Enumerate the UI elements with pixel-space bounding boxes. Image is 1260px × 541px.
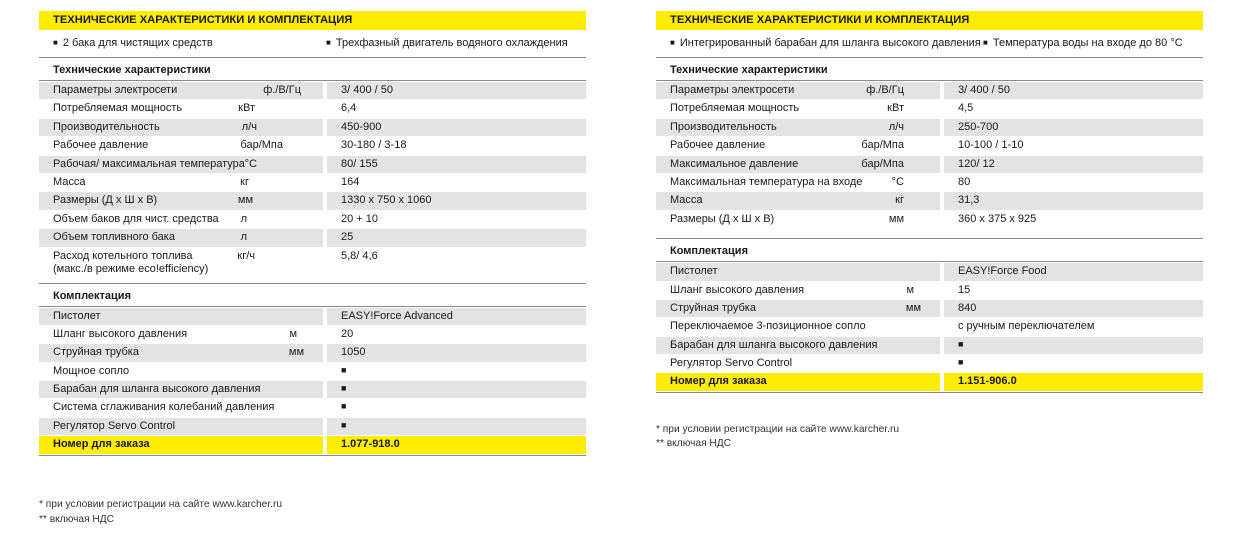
row-label: Максимальное давление bbox=[670, 157, 799, 170]
table-row bbox=[656, 263, 1203, 280]
row-value: 10-100 / 1-10 bbox=[958, 139, 1024, 152]
row-unit: м bbox=[906, 283, 914, 296]
row-label: Размеры (Д x Ш x В) bbox=[670, 212, 775, 225]
divider bbox=[39, 455, 586, 456]
row-value: 3/ 400 / 50 bbox=[958, 84, 1010, 96]
row-value: 360 x 375 x 925 bbox=[958, 212, 1037, 225]
row-value: EASY!Force Food bbox=[958, 265, 1047, 278]
row-label: Рабочее давление bbox=[670, 139, 766, 152]
row-unit: мм bbox=[237, 194, 253, 207]
row-unit: л/ч bbox=[888, 120, 904, 133]
row-unit: бар/Мпа bbox=[861, 157, 904, 170]
row-label: Пистолет bbox=[53, 309, 101, 322]
row-label: Барабан для шланга высокого давления bbox=[53, 383, 261, 396]
table-row bbox=[656, 119, 1203, 136]
table-row bbox=[39, 229, 586, 246]
included-icon: ■ bbox=[958, 338, 964, 349]
row-value: 15 bbox=[958, 283, 971, 296]
row-label: Струйная трубка bbox=[670, 301, 756, 314]
table-row bbox=[656, 192, 1203, 209]
right-feature-1: ■ Интегрированный барабан для шланга высокого давления bbox=[670, 37, 981, 49]
row-label: Параметры электросети bbox=[53, 84, 178, 96]
table-row bbox=[39, 248, 586, 276]
included-icon: ■ bbox=[341, 383, 347, 394]
left-feature-2: ■ Трехфазный двигатель водяного охлаждения bbox=[326, 37, 568, 49]
row-unit: °C bbox=[891, 175, 904, 188]
left-kit-title: Комплектация bbox=[39, 284, 586, 307]
row-value: 3/ 400 / 50 bbox=[341, 84, 393, 96]
left-spec-panel bbox=[39, 11, 586, 456]
row-label: Объем топливного бака bbox=[53, 231, 175, 244]
row-label: Струйная трубка bbox=[53, 346, 139, 359]
row-unit: бар/Мпа bbox=[861, 139, 904, 152]
included-icon: ■ bbox=[958, 357, 964, 368]
order-number-row bbox=[656, 373, 1203, 390]
row-label: Регулятор Servo Control bbox=[53, 419, 176, 432]
table-row bbox=[39, 192, 586, 209]
row-value: 840 bbox=[958, 301, 977, 314]
table-row bbox=[39, 399, 586, 416]
table-row bbox=[656, 337, 1203, 354]
row-label: Масса bbox=[670, 194, 703, 207]
row-unit: ф./В/Гц bbox=[263, 84, 301, 96]
row-value: 250-700 bbox=[958, 120, 999, 133]
row-label: Производительность bbox=[53, 120, 160, 133]
table-row bbox=[656, 100, 1203, 117]
table-row bbox=[656, 156, 1203, 173]
row-value: 1.077-918.0 bbox=[341, 438, 400, 451]
table-row bbox=[39, 344, 586, 361]
row-value: 80 bbox=[958, 175, 971, 188]
row-label: Масса bbox=[53, 175, 86, 188]
table-row bbox=[39, 100, 586, 117]
row-value: 450-900 bbox=[341, 120, 382, 133]
row-label: Мощное сопло bbox=[53, 364, 130, 377]
row-unit: кг bbox=[240, 175, 249, 188]
row-label: Шланг высокого давления bbox=[670, 283, 805, 296]
included-icon: ■ bbox=[341, 364, 347, 375]
table-row bbox=[39, 211, 586, 228]
row-label: Номер для заказа bbox=[670, 375, 767, 388]
row-unit: л/ч bbox=[241, 120, 257, 133]
row-unit: кг/ч bbox=[237, 249, 255, 262]
row-unit: л bbox=[240, 231, 247, 244]
row-unit: кг bbox=[895, 194, 904, 207]
row-label: Рабочая/ максимальная температура bbox=[53, 157, 245, 170]
right-header: ТЕХНИЧЕСКИЕ ХАРАКТЕРИСТИКИ И КОМПЛЕКТАЦИЯ bbox=[656, 11, 1203, 30]
row-value: 120/ 12 bbox=[958, 157, 995, 170]
right-kit-title: Комплектация bbox=[656, 239, 1203, 262]
right-footnote-2: ** включая НДС bbox=[656, 438, 732, 449]
row-unit: бар/Мпа bbox=[240, 139, 283, 152]
row-value: 30-180 / 3-18 bbox=[341, 139, 407, 152]
row-unit: мм bbox=[288, 346, 304, 359]
right-spec-panel bbox=[656, 11, 1203, 393]
row-value: 5,8/ 4,6 bbox=[341, 249, 378, 262]
left-features bbox=[39, 30, 586, 58]
row-value: с ручным переключателем bbox=[958, 320, 1095, 333]
row-label: Регулятор Servo Control bbox=[670, 357, 793, 370]
left-feature-1: ■ 2 бака для чистящих средств bbox=[53, 37, 213, 49]
table-row bbox=[39, 82, 586, 99]
left-footnote-2: ** включая НДС bbox=[39, 514, 115, 525]
divider bbox=[656, 392, 1203, 393]
row-label: Система сглаживания колебаний давления bbox=[53, 401, 275, 414]
row-label: Шланг высокого давления bbox=[53, 327, 188, 340]
row-value: 4,5 bbox=[958, 102, 974, 115]
right-feature-2: ■ Температура воды на входе до 80 °C bbox=[983, 37, 1183, 49]
row-value: 6,4 bbox=[341, 102, 357, 115]
row-label: Параметры электросети bbox=[670, 84, 795, 96]
right-features bbox=[656, 30, 1203, 58]
table-row bbox=[656, 211, 1203, 228]
right-tech-title: Технические характеристики bbox=[656, 58, 1203, 81]
table-row bbox=[39, 326, 586, 343]
row-unit: мм bbox=[905, 301, 921, 314]
table-row bbox=[39, 418, 586, 435]
table-row bbox=[656, 282, 1203, 299]
left-footnote-1: * при условии регистрации на сайте www.karcher.ru bbox=[39, 499, 283, 510]
table-row bbox=[39, 363, 586, 380]
row-unit: °C bbox=[244, 157, 257, 170]
row-label: Максимальная температура на входе bbox=[670, 175, 863, 188]
row-value: 25 bbox=[341, 231, 354, 244]
table-row bbox=[656, 300, 1203, 317]
table-row bbox=[39, 174, 586, 191]
table-row bbox=[656, 355, 1203, 372]
row-unit: кВт bbox=[238, 102, 255, 115]
row-unit: л bbox=[240, 212, 247, 225]
row-value: 80/ 155 bbox=[341, 157, 378, 170]
row-unit: кВт bbox=[887, 102, 904, 115]
row-label: Размеры (Д x Ш x В) bbox=[53, 194, 158, 207]
row-value: EASY!Force Advanced bbox=[341, 309, 453, 322]
table-row bbox=[656, 318, 1203, 335]
order-number-row bbox=[39, 436, 586, 453]
left-tech-title: Технические характеристики bbox=[39, 58, 586, 81]
row-unit: м bbox=[289, 327, 297, 340]
row-label: Расход котельного топлива (макс./в режиме eco!efficiency) bbox=[53, 249, 209, 275]
row-value: 20 + 10 bbox=[341, 212, 379, 225]
row-label: Объем баков для чист. средства bbox=[53, 212, 219, 225]
row-label: Барабан для шланга высокого давления bbox=[670, 338, 878, 351]
row-value: 164 bbox=[341, 175, 360, 188]
row-label: Рабочее давление bbox=[53, 139, 149, 152]
row-label: Потребляемая мощность bbox=[670, 102, 800, 115]
table-row bbox=[656, 137, 1203, 154]
left-header: ТЕХНИЧЕСКИЕ ХАРАКТЕРИСТИКИ И КОМПЛЕКТАЦИЯ bbox=[39, 11, 586, 30]
row-value: 31,3 bbox=[958, 194, 980, 207]
bullet-icon: ■ bbox=[670, 38, 675, 47]
row-label: Потребляемая мощность bbox=[53, 102, 183, 115]
row-label: Переключаемое 3-позиционное сопло bbox=[670, 320, 866, 333]
table-row bbox=[39, 119, 586, 136]
row-label: Пистолет bbox=[670, 265, 718, 278]
row-value: 1.151-906.0 bbox=[958, 375, 1017, 388]
bullet-icon: ■ bbox=[326, 38, 331, 47]
right-footnote-1: * при условии регистрации на сайте www.karcher.ru bbox=[656, 424, 900, 435]
table-row bbox=[656, 174, 1203, 191]
table-row bbox=[656, 82, 1203, 99]
row-label: Производительность bbox=[670, 120, 777, 133]
table-row bbox=[39, 137, 586, 154]
table-row bbox=[39, 156, 586, 173]
row-label: Номер для заказа bbox=[53, 438, 150, 451]
row-unit: ф./В/Гц bbox=[866, 84, 904, 96]
row-value: 1330 x 750 x 1060 bbox=[341, 194, 432, 207]
included-icon: ■ bbox=[341, 419, 347, 430]
included-icon: ■ bbox=[341, 401, 347, 412]
table-row bbox=[39, 381, 586, 398]
row-value: 20 bbox=[341, 327, 354, 340]
table-row bbox=[39, 308, 586, 325]
row-value: 1050 bbox=[341, 346, 366, 359]
bullet-icon: ■ bbox=[53, 38, 58, 47]
row-unit: мм bbox=[888, 212, 904, 225]
bullet-icon: ■ bbox=[983, 38, 988, 47]
